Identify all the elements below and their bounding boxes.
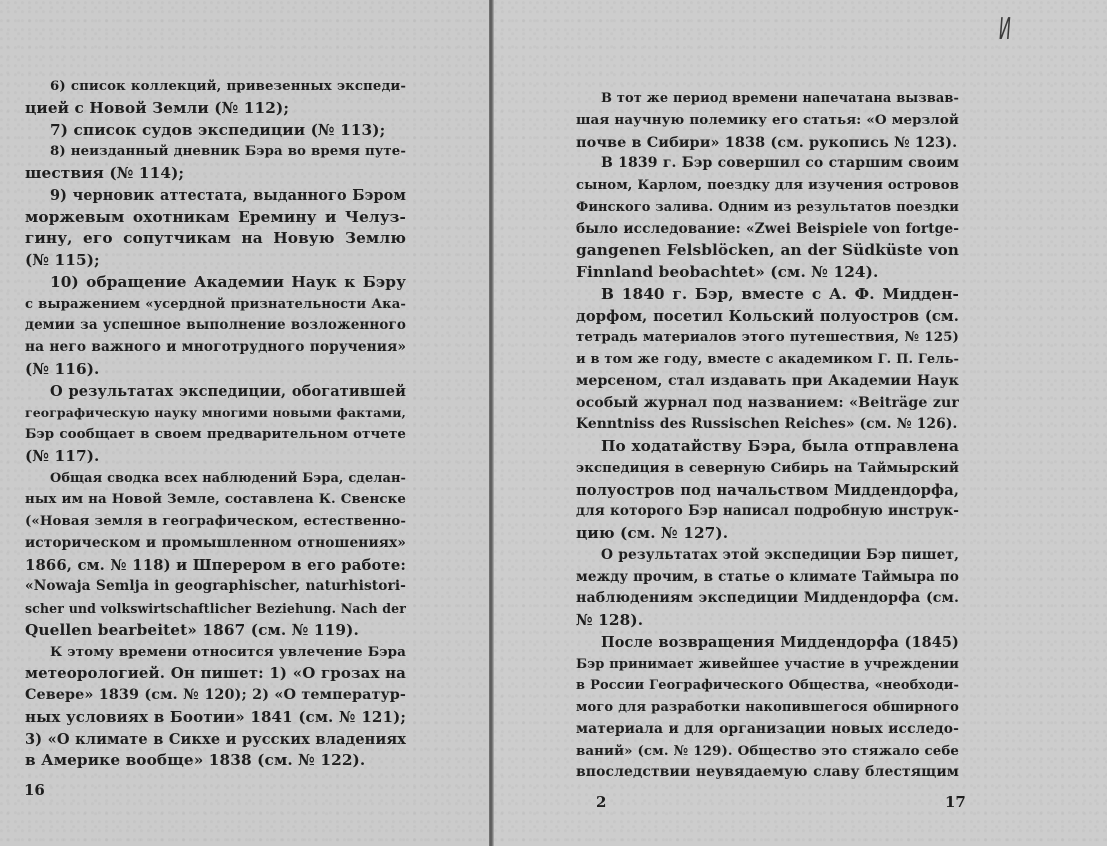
text-line: ваний» (см. № 129). Общество это стяжало себе <box>576 742 959 759</box>
text-line: моржевым охотникам Еремину и Челуз- <box>25 207 406 226</box>
text-line: метеорологией. Он пишет: 1) «О грозах на <box>25 664 406 683</box>
text-line: было исследование: «Zwei Beispiele von fortge- <box>576 220 959 237</box>
text-line: Общая сводка всех наблюдений Бэра, сделан- <box>50 470 406 486</box>
text-line: впоследствии неувядаемую славу блестящим <box>576 764 959 781</box>
text-line: на него важного и многотрудного поручения» <box>25 339 406 355</box>
page-number-left: 16 <box>24 781 45 799</box>
text-line: (№ 115); <box>25 251 100 269</box>
text-line: О результатах этой экспедиции Бэр пишет, <box>601 546 959 563</box>
text-line: Quellen bearbeitet» 1867 (см. № 119). <box>25 620 359 639</box>
text-line: цией с Новой Земли (№ 112); <box>25 98 290 117</box>
text-line: полуостров под начальством Миддендорфа, <box>576 481 959 499</box>
text-line: Финского залива. Одним из результатов поездки <box>576 199 959 215</box>
text-line: 7) список судов экспедиции (№ 113); <box>50 120 386 139</box>
text-line: К этому времени относится увлечение Бэра <box>50 643 406 660</box>
text-line: scher und volkswirtschaftlicher Beziehung. Nach der <box>25 601 406 616</box>
text-line: Бэр принимает живейшее участие в учреждении <box>576 656 959 672</box>
text-line: с выражением «усердной признательности Ака- <box>25 296 406 312</box>
text-line: (№ 117). <box>25 446 100 465</box>
text-line: 8) неизданный дневник Бэра во время путе- <box>50 143 406 160</box>
text-line: ных им на Новой Земле, составлена К. Свенске <box>25 491 406 508</box>
text-line: В 1839 г. Бэр совершил со старшим своим <box>601 155 959 172</box>
text-line: «Nowaja Semlja in geographischer, naturhistori- <box>25 578 406 595</box>
text-line: историческом и промышленном отношениях» <box>25 534 406 551</box>
text-line: 3) «О климате в Сикхе и русских владениях <box>25 730 406 748</box>
text-line: цию (см. № 127). <box>576 524 729 542</box>
text-line: (№ 116). <box>25 359 100 378</box>
text-line: По ходатайству Бэра, была отправлена <box>601 437 959 455</box>
text-line: демии за успешное выполнение возложенного <box>25 317 406 334</box>
text-line: гину, его сопутчикам на Новую Землю <box>25 229 406 248</box>
text-line: сыном, Карлом, поездку для изучения островов <box>576 178 959 193</box>
handwritten-mark-text: И <box>997 12 1013 47</box>
text-line: географическую науку многими новыми фактами, <box>25 405 406 421</box>
text-line: 1866, см. № 118) и Шперером в его работе: <box>25 555 406 574</box>
text-line: После возвращения Миддендорфа (1845) <box>601 633 959 651</box>
text-line: 10) обращение Академии Наук к Бэру <box>50 272 406 291</box>
text-line: для которого Бэр написал подробную инструк- <box>576 503 959 520</box>
text-line: шествия (№ 114); <box>25 164 185 182</box>
text-line: и в том же году, вместе с академиком Г. П. Гель- <box>576 352 959 367</box>
text-line: О результатах экспедиции, обогатившей <box>50 382 406 400</box>
right-page <box>494 0 1107 846</box>
text-line: мерсеном, стал издавать при Академии Наук <box>576 372 959 389</box>
text-line: материала и для организации новых исследо- <box>576 720 959 737</box>
text-line: В тот же период времени напечатана вызвав- <box>601 91 959 106</box>
text-line: тетрадь материалов этого путешествия, № 125) <box>576 329 959 346</box>
text-line: № 128). <box>576 611 644 629</box>
left-page-text <box>25 76 406 772</box>
text-line: Бэр сообщает в своем предварительном отчете <box>25 426 406 442</box>
text-line: наблюдениям экспедиции Миддендорфа (см. <box>576 590 959 607</box>
text-line: почве в Сибири» 1838 (см. рукопись № 123). <box>576 133 958 151</box>
text-line: шая научную полемику его статья: «О мерзлой <box>576 111 959 128</box>
left-page <box>0 0 489 846</box>
text-line: дорфом, посетил Кольский полуостров (см. <box>576 307 959 325</box>
text-line: мого для разработки накопившегося обширного <box>576 700 959 715</box>
text-line: 6) список коллекций, привезенных экспеди- <box>50 79 406 94</box>
text-line: gangenen Felsblöcken, an der Südküste von <box>576 241 959 260</box>
text-line: между прочим, в статье о климате Таймыра по <box>576 568 959 585</box>
signature-mark: 2 <box>596 793 607 811</box>
right-page-text <box>576 88 959 784</box>
text-line: В 1840 г. Бэр, вместе с А. Ф. Мидден- <box>601 284 959 303</box>
text-line: Севере» 1839 (см. № 120); 2) «О температур- <box>25 687 406 703</box>
text-line: Finnland beobachtet» (см. № 124). <box>576 263 879 281</box>
text-line: Kenntniss des Russischen Reiches» (см. № 126). <box>576 416 958 433</box>
text-line: особый журнал под названием: «Beiträge zur <box>576 394 959 411</box>
text-line: в Америке вообще» 1838 (см. № 122). <box>25 751 366 770</box>
page-number-right: 17 <box>945 793 966 811</box>
text-line: ных условиях в Боотии» 1841 (см. № 121); <box>25 707 406 726</box>
text-line: («Новая земля в географическом, естественно- <box>25 513 406 529</box>
text-line: в России Географического Общества, «необходи- <box>576 678 959 694</box>
text-line: экспедиция в северную Сибирь на Таймырский <box>576 459 959 476</box>
text-line: 9) черновик аттестата, выданного Бэром <box>50 186 406 204</box>
